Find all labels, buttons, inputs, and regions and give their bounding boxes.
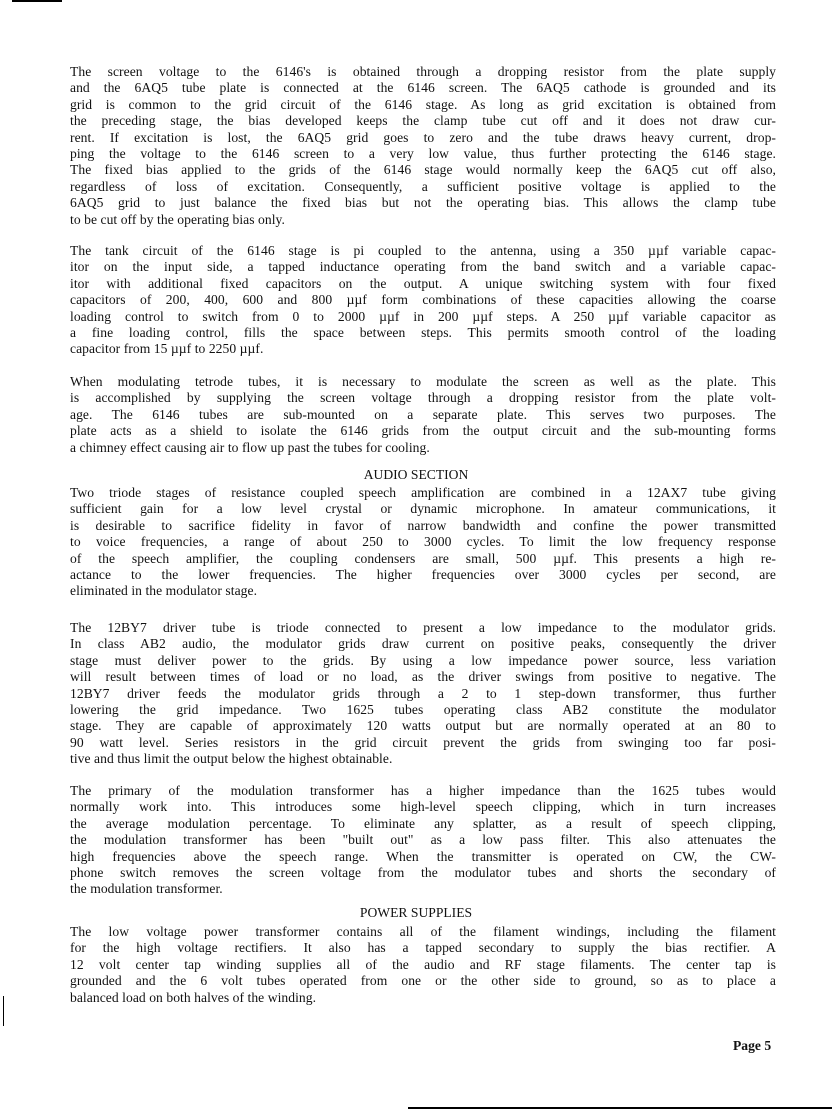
text-line: capacitor from 15 µµf to 2250 µµf.: [70, 341, 264, 357]
text-line: grid is common to the grid circuit of the 6146 stage. As long as grid excitation is obtained from: [70, 96, 776, 112]
text-line: 12 volt center tap winding supplies all of the audio and RF stage filaments. The center tap is: [70, 956, 776, 972]
text-line: will result between times of load or no load, as the driver swings from positive to negative. The: [70, 669, 776, 685]
text-line: ping the voltage to the 6146 screen to a very low value, thus further protecting the 6146 stage.: [70, 146, 776, 162]
paragraph-modulating-tetrode: [70, 374, 776, 456]
page-number: Page 5: [733, 1038, 772, 1053]
text-line: 12BY7 driver feeds the modulator grids through a 2 to 1 step-down transformer, thus further: [70, 685, 776, 701]
text-line: phone switch removes the screen voltage from the modulator tubes and shorts the secondary of: [70, 865, 776, 881]
scan-artifact-bottom-line: [408, 1107, 832, 1109]
text-line: age. The 6146 tubes are sub-mounted on a separate plate. This serves two purposes. The: [70, 406, 776, 422]
paragraph-screen-voltage: [70, 64, 776, 228]
text-line: the preceding stage, the bias developed keeps the clamp tube cut off and it does not draw cur-: [70, 113, 776, 129]
text-line: stage must deliver power to the grids. By using a low impedance power source, less variation: [70, 652, 776, 668]
text-line: eliminated in the modulator stage.: [70, 583, 258, 599]
section-heading-power-supplies: POWER SUPPLIES: [359, 905, 473, 920]
text-line: of the speech amplifier, the coupling condensers are small, 500 µµf. This presents a high re-: [70, 550, 776, 566]
paragraph-driver-tube: [70, 620, 776, 768]
text-line: to voice frequencies, a range of about 250 to 3000 cycles. To limit the low frequency response: [70, 534, 776, 550]
text-line: tive and thus limit the output below the highest obtainable.: [70, 751, 393, 767]
paragraph-power-transformer: [70, 924, 776, 1006]
text-line: the modulation transformer has been "built out" as a low pass filter. This also attenuates the: [70, 832, 776, 848]
text-line: is accomplished by supplying the screen voltage through a dropping resistor from the plate volt-: [70, 390, 776, 406]
text-line: rent. If excitation is lost, the 6AQ5 grid goes to zero and the tube draws heavy current, drop-: [70, 129, 776, 145]
text-line: lowering the grid impedance. Two 1625 tubes operating class AB2 constitute the modulator: [70, 702, 776, 718]
text-line: The 12BY7 driver tube is triode connected to present a low impedance to the modulator grids.: [70, 620, 776, 635]
text-line: itor with additional fixed capacitors on the output. A unique switching system with four fixed: [70, 275, 776, 291]
text-line: The screen voltage to the 6146's is obtained through a dropping resistor from the plate supply: [70, 64, 776, 79]
text-line: stage. They are capable of approximately 120 watts output but are normally operated at an 80 to: [70, 718, 776, 734]
text-line: a chimney effect causing air to flow up past the tubes for cooling.: [70, 439, 430, 455]
paragraph-modulation-transformer: [70, 783, 776, 898]
text-line: In class AB2 audio, the modulator grids draw current on positive peaks, consequently the driver: [70, 636, 776, 652]
paragraph-tank-circuit: [70, 243, 776, 358]
text-line: loading control to switch from 0 to 2000 µµf in 200 µµf steps. A 250 µµf variable capacitor as: [70, 308, 776, 324]
paragraph-triode-stages: [70, 485, 776, 600]
text-line: The primary of the modulation transformer has a higher impedance than the 1625 tubes would: [70, 783, 776, 798]
text-line: plate acts as a shield to isolate the 6146 grids from the output circuit and the sub-mounting forms: [70, 423, 776, 439]
text-line: to be cut off by the operating bias only.: [70, 211, 285, 227]
text-line: balanced load on both halves of the winding.: [70, 989, 317, 1005]
text-line: grounded and the 6 volt tubes operated from one or the other side to ground, so as to place a: [70, 973, 776, 989]
text-line: the average modulation percentage. To eliminate any splatter, as a result of speech clipping,: [70, 815, 776, 831]
text-line: Two triode stages of resistance coupled speech amplification are combined in a 12AX7 tube giving: [70, 485, 776, 500]
text-line: the modulation transformer.: [70, 881, 223, 897]
scan-artifact-top-line: [12, 0, 62, 2]
text-line: for the high voltage rectifiers. It also has a tapped secondary to supply the bias rectifier. A: [70, 940, 776, 956]
text-line: high frequencies above the speech range. When the transmitter is operated on CW, the CW-: [70, 848, 776, 864]
text-line: regardless of loss of excitation. Consequently, a sufficient positive voltage is applied to the: [70, 178, 776, 194]
scan-artifact-left-bar: [3, 996, 4, 1026]
text-line: 90 watt level. Series resistors in the grid circuit prevent the grids from swinging too far posi-: [70, 734, 776, 750]
text-line: When modulating tetrode tubes, it is necessary to modulate the screen as well as the plate. This: [70, 374, 776, 389]
text-line: capacitors of 200, 400, 600 and 800 µµf form combinations of these capacities allowing the coarse: [70, 292, 776, 308]
text-line: actance to the lower frequencies. The higher frequencies over 3000 cycles per second, are: [70, 567, 776, 583]
text-line: normally work into. This introduces some high-level speech clipping, which in turn increases: [70, 799, 776, 815]
text-line: sufficient gain for a low level crystal or dynamic microphone. In amateur communications, it: [70, 501, 776, 517]
text-line: The tank circuit of the 6146 stage is pi coupled to the antenna, using a 350 µµf variable capac-: [70, 243, 776, 258]
text-line: a fine loading control, fills the space between steps. This permits smooth control of the loading: [70, 325, 776, 341]
text-line: 6AQ5 grid to just balance the fixed bias but not the operating bias. This allows the clamp tube: [70, 195, 776, 211]
text-line: and the 6AQ5 tube plate is connected at the 6146 screen. The 6AQ5 cathode is grounded and its: [70, 80, 776, 96]
text-line: The low voltage power transformer contains all of the filament windings, including the filament: [70, 924, 776, 939]
text-line: The fixed bias applied to the grids of the 6146 stage would normally keep the 6AQ5 cut off also,: [70, 162, 776, 178]
text-line: itor on the input side, a tapped inductance operating from the band switch and a variable capac-: [70, 259, 776, 275]
text-line: is desirable to sacrifice fidelity in favor of narrow bandwidth and confine the power transmitted: [70, 517, 776, 533]
section-heading-audio: AUDIO SECTION: [363, 467, 469, 482]
